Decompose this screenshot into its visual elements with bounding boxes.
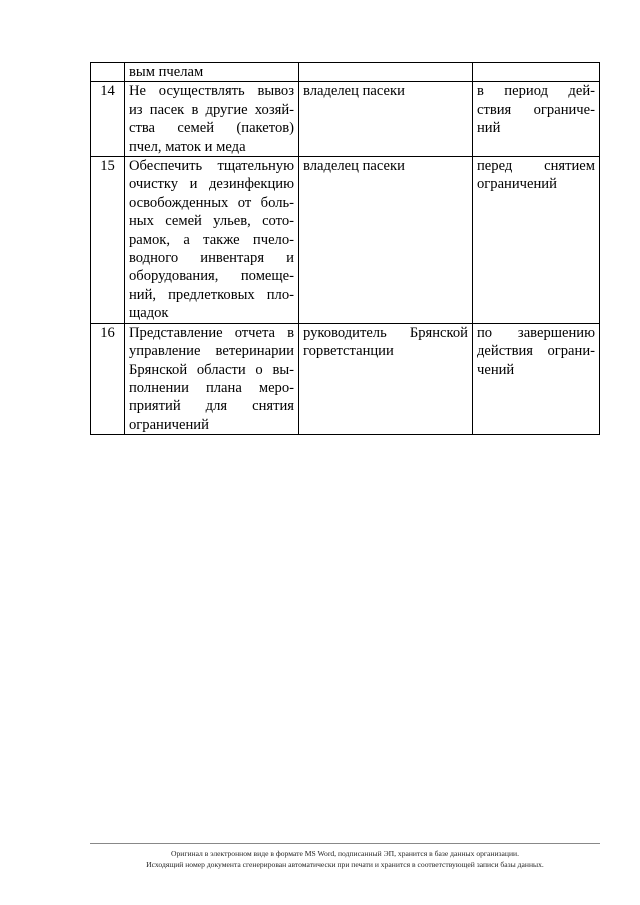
deadline-cell bbox=[473, 157, 600, 324]
measure-cell bbox=[125, 63, 299, 82]
deadline-cell bbox=[473, 323, 600, 434]
footer-line-2: Исходящий номер документа сгенерирован автоматически при печати и хранится в соответствующей записи базы данных. bbox=[146, 860, 544, 869]
measure-line: управление ветеринарии bbox=[129, 343, 294, 360]
table-row bbox=[91, 63, 600, 82]
measure-line: оборудования, помеще- bbox=[129, 268, 294, 285]
responsible-line: владелец пасеки bbox=[303, 158, 405, 175]
deadline-line: в период дей- bbox=[477, 83, 595, 100]
responsible-line: руководитель Брянской bbox=[303, 324, 468, 341]
row-number bbox=[91, 63, 125, 82]
measure-line: рамок, а также пчело- bbox=[129, 231, 294, 248]
responsible-line: владелец пасеки bbox=[303, 83, 405, 100]
measure-line: из пасек в другие хозяй- bbox=[129, 101, 294, 118]
measure-line: водного инвентаря и bbox=[129, 250, 294, 267]
table-row bbox=[91, 323, 600, 434]
deadline-line: действия ограни- bbox=[477, 343, 595, 360]
responsible-line: горветстанции bbox=[303, 343, 394, 360]
deadline-cell bbox=[473, 63, 600, 82]
row-number: 16 bbox=[91, 323, 125, 434]
deadline-line: перед снятием bbox=[477, 158, 595, 175]
measure-line: ных семей ульев, сото- bbox=[129, 213, 294, 230]
row-number: 14 bbox=[91, 82, 125, 157]
deadline-line: по завершению bbox=[477, 324, 595, 341]
deadline-cell bbox=[473, 82, 600, 157]
responsible-cell bbox=[299, 157, 473, 324]
measure-line: щадок bbox=[129, 305, 169, 322]
measure-line: Не осуществлять вывоз bbox=[129, 83, 294, 100]
measure-line: приятий для снятия bbox=[129, 398, 294, 415]
measures-table bbox=[90, 62, 600, 435]
footer-line-1: Оригинал в электронном виде в формате MS Word, подписанный ЭП, хранится в базе данных организации. bbox=[171, 849, 519, 858]
measure-line: очистку и дезинфекцию bbox=[129, 176, 294, 193]
measure-line: ограничений bbox=[129, 416, 209, 433]
table-row bbox=[91, 82, 600, 157]
measure-line: Брянской области о вы- bbox=[129, 361, 294, 378]
deadline-line: ствия ограниче- bbox=[477, 101, 595, 118]
measure-line: Обеспечить тщательную bbox=[129, 158, 294, 175]
measures-table-body bbox=[91, 63, 600, 435]
measure-line: ства семей (пакетов) bbox=[129, 120, 294, 137]
measure-line: пчел, маток и меда bbox=[129, 138, 246, 155]
deadline-line: чений bbox=[477, 361, 515, 378]
deadline-line: ний bbox=[477, 120, 501, 137]
deadline-line: ограничений bbox=[477, 176, 557, 193]
row-number: 15 bbox=[91, 157, 125, 324]
measure-line: ний, предлетковых пло- bbox=[129, 286, 294, 303]
measure-line: вым пчелам bbox=[129, 64, 204, 80]
measure-line: Представление отчета в bbox=[129, 324, 294, 341]
measure-line: освобожденных от боль- bbox=[129, 194, 294, 211]
responsible-cell bbox=[299, 63, 473, 82]
measure-cell bbox=[125, 157, 299, 324]
measure-cell bbox=[125, 323, 299, 434]
responsible-cell bbox=[299, 323, 473, 434]
measure-cell bbox=[125, 82, 299, 157]
table-row bbox=[91, 157, 600, 324]
document-footer bbox=[90, 843, 600, 870]
responsible-cell bbox=[299, 82, 473, 157]
measure-line: полнении плана меро- bbox=[129, 379, 294, 396]
